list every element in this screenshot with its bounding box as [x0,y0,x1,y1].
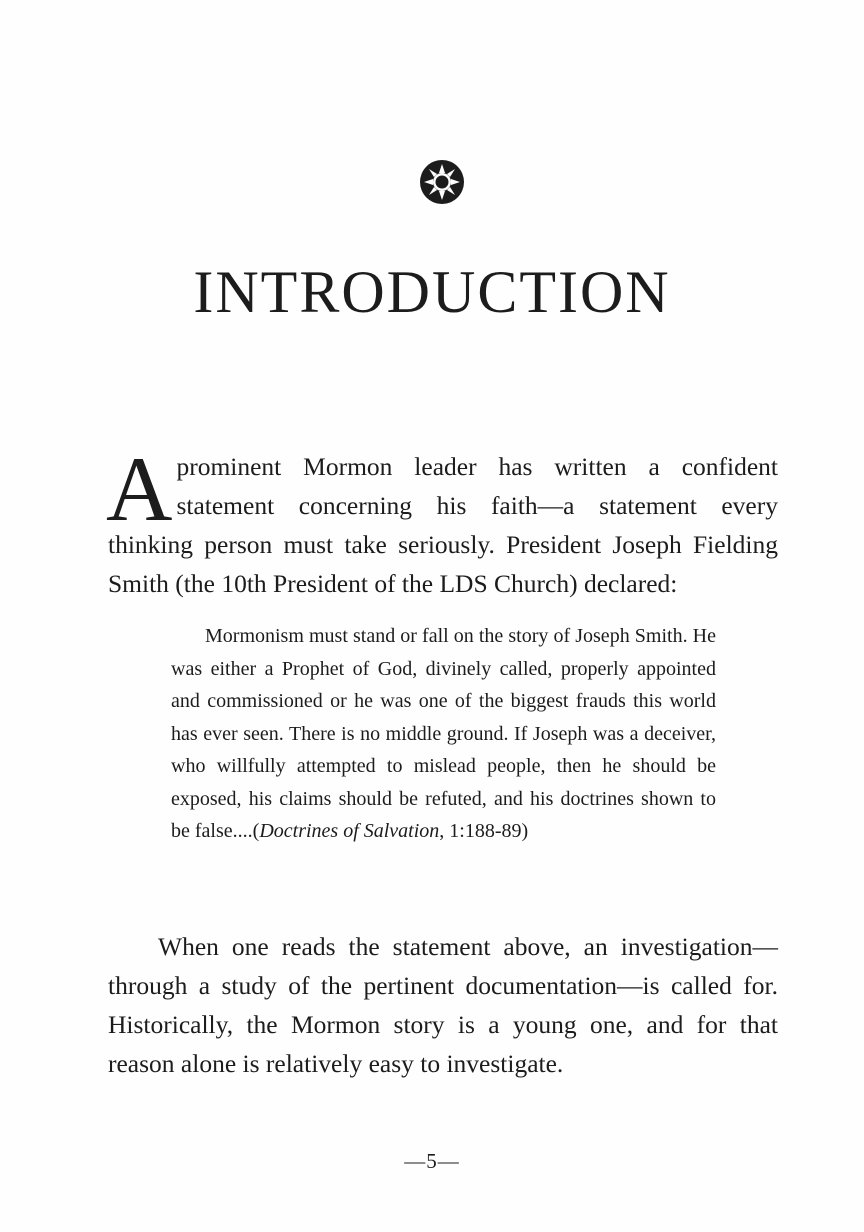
intro-paragraph-text: prominent Mormon leader has written a confident statement concerning his faith—a statement every thinking person must take seriously. President Joseph Fielding Smith (the 10th President of the LDS Church) declared: [108,452,778,598]
block-quote [171,620,716,848]
starburst-ornament-icon [418,158,466,206]
page-number: —5— [404,1149,460,1173]
block-quote-text: Mormonism must stand or fall on the story of Joseph Smith. He was either a Prophet of God, divinely called, properly appointed and commissioned or he was one of the biggest frauds this world has ever seen. There is no middle ground. If Joseph was a deceiver, who willfully attempted to mislead people, then he should be exposed, his claims should be refuted, and his doctrines shown to be false.... [171,625,716,842]
chapter-title: INTRODUCTION [193,259,671,325]
second-paragraph: When one reads the statement above, an investigation—through a study of the pertinent documentation—is called for. Historically, the Mormon story is a young one, and for that reason alone is relatively easy to investigate. [108,932,778,1078]
drop-cap: A [106,438,173,540]
intro-paragraph [106,438,778,603]
quote-citation: (Doctrines of Salvation, 1:188-89) [252,820,529,842]
citation-book-title: Doctrines of Salvation [259,820,440,842]
